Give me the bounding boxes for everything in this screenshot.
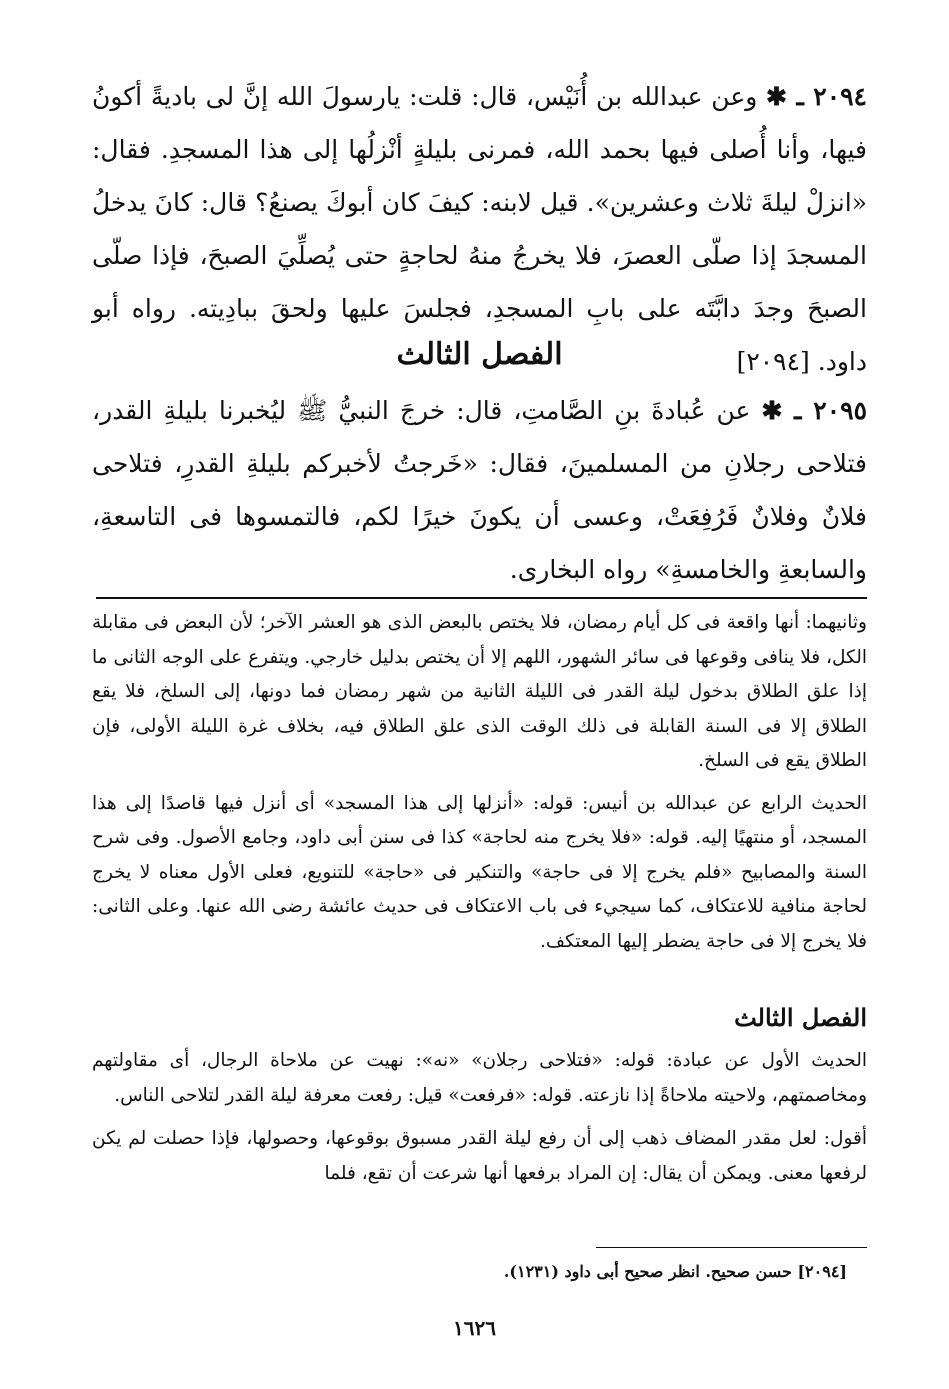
footnote-rule (596, 1247, 867, 1248)
footnote: [٢٠٩٤] حسن صحيح. انظر صحيح أبى داود (١٢٣١). (503, 1262, 847, 1281)
hadith-text: وعن عبدالله بن أُنَيْس، قال: قلت: يارسولَ الله إنَّ لى باديةً أكونُ فيها، وأنا أُصلى فيها بحمد الله، فمرنى بليلةٍ أنْزلُها إلى هذا المسجدِ. فقال: «انزلْ ليلةَ ثلاث وعشرين». قيل لابنه: كيفَ كان أبوكَ يصنعُ؟ قال: كانَ يدخلُ المسجدَ إذا صلّى العصرَ، فلا يخرجُ منهُ لحاجةٍ حتى يُصلِّيَ الصبحَ، فإذا صلّى الصبحَ وجدَ دابَّتَه على بابِ المسجدِ، فجلسَ عليها ولحقَ ببادِيته. رواه أبو داود. (92, 82, 867, 376)
page-number: ١٦٢٦ (453, 1316, 496, 1340)
hadith-number: ٢٠٩٤ ـ ✱ (766, 82, 867, 111)
hadith-2095 (92, 384, 867, 596)
hadith-text: عن عُبادةَ بنِ الصَّامتِ، قال: خرجَ النبيُّ ﷺ ليُخبرنا بليلةِ القدر، فتلاحى رجلانِ من المسلمينَ، فقال: «خَرجتُ لأخبركم بليلةِ القدرِ، فتلاحى فلانٌ وفلانٌ فَرُفِعَتْ، وعسى أن يكونَ خيرًا لكم، فالتمسوها فى التاسعةِ، والسابعةِ والخامسةِ» رواه البخارى. (92, 396, 867, 584)
commentary-paragraph: أقول: لعل مقدر المضاف ذهب إلى أن رفع ليلة القدر مسبوق بوقوعها، وحصولها، فإذا حصلت لم يكن لرفعها معنى. ويمكن أن يقال: إن المراد برفعها أنها شرعت أن تقع، فلما (92, 1128, 867, 1184)
hadith-reference: [٢٠٩٤] (736, 347, 810, 376)
commentary-subheading: الفصل الثالث (734, 1003, 867, 1032)
commentary-paragraph: الحديث الأول عن عبادة: قوله: «فتلاحى رجلان» «نه»: نهيت عن ملاحاة الرجال، أى مقاولتهم ومخاصمتهم، ولاحيته ملاحاةً إذا نازعته. قوله: «فرفعت» قيل: رفعت معرفة ليلة القدر لتلاحى الناس. (92, 1050, 867, 1106)
commentary-paragraph: الحديث الرابع عن عبدالله بن أنيس: قوله: «أنزلها إلى هذا المسجد» أى أنزل فيها قاصدًا إلى هذا المسجد، أو منتهيًا إليه. قوله: «فلا يخرج منه لحاجة» كذا فى سنن أبى داود، وجامع الأصول. وفى شرح السنة والمصابيح «فلم يخرج إلا فى حاجة» والتنكير فى «حاجة» للتنويع، فعلى الأول معناه لا يخرج لحاجة منافية للاعتكاف، كما سيجيء فى باب الاعتكاف فى حديث عائشة رضى الله عنها. وعلى الثانى: فلا يخرج إلا فى حاجة يضطر إليها المعتكف. (92, 792, 867, 952)
commentary-paragraph: وثانيهما: أنها واقعة فى كل أيام رمضان، فلا يختص بالبعض الذى هو العشر الآخر؛ لأن البعض فى مقابلة الكل، فلا ينافى وقوعها فى سائر الشهور، اللهم إلا أن يختص بدليل خارجي. ويتفرع على الوجه الثانى ما إذا علق الطلاق بدخول ليلة القدر فى الليلة الثانية من شهر رمضان فما دونها، إلى السلخ، فلا يقع الطلاق إلا فى السنة القابلة فى ذلك الوقت الذى علق الطلاق فيه، بخلاف غرة الليلة الأولى، فإن الطلاق يقع فى السلخ. (92, 612, 867, 771)
hadith-number: ٢٠٩٥ ـ ✱ (761, 396, 867, 425)
section-heading: الفصل الثالث (396, 337, 563, 372)
separator-rule (96, 597, 867, 599)
commentary-bottom (92, 1043, 867, 1191)
commentary-top (92, 606, 867, 959)
